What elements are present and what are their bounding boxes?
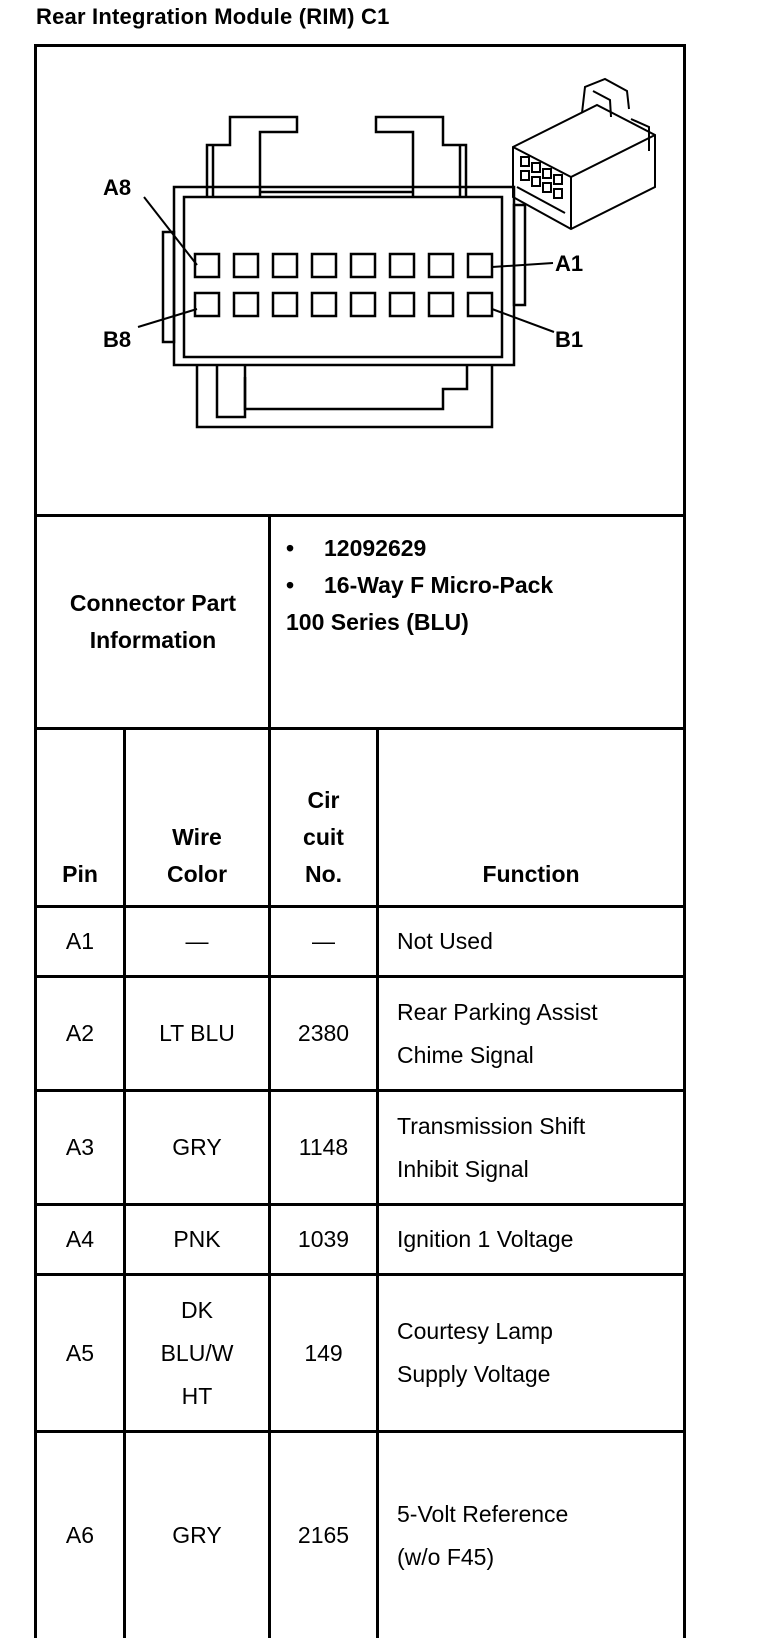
wire-color-cell <box>126 1433 268 1638</box>
wire-color-cell <box>126 1276 268 1430</box>
function-cell <box>379 1276 683 1430</box>
connector-info-details <box>286 530 676 641</box>
circuit-cell-text: 1148 <box>298 1134 349 1160</box>
header-circuit-no: Cir cuit No. <box>303 787 344 887</box>
wire-color-cell <box>126 1092 268 1203</box>
circuit-cell <box>271 978 376 1089</box>
circuit-cell-text: — <box>312 928 335 954</box>
wire-color-cell-text: GRY <box>172 1522 222 1548</box>
wire-color-cell-text: GRY <box>172 1134 222 1160</box>
function-cell-text: Chime Signal <box>397 1041 534 1068</box>
bullet-icon: • <box>286 572 295 598</box>
function-cell-text: Courtesy Lamp <box>397 1318 553 1344</box>
function-cell-text: Inhibit Signal <box>397 1155 529 1182</box>
label-b8: B8 <box>103 327 132 352</box>
function-cell <box>379 1206 683 1273</box>
wire-color-cell <box>126 908 268 975</box>
circuit-cell <box>271 1276 376 1430</box>
wire-color-cell-text: PNK <box>173 1226 221 1252</box>
connector-info-label-line: Connector Part <box>69 590 237 616</box>
circuit-cell <box>271 1092 376 1203</box>
circuit-cell-text: 1039 <box>297 1226 350 1252</box>
function-cell-text: 5-Volt Reference <box>397 1500 569 1527</box>
wire-color-cell-text: — <box>185 928 209 954</box>
function-cell <box>379 978 683 1089</box>
function-cell-text: Supply Voltage <box>397 1361 551 1387</box>
circuit-cell-text: 2165 <box>297 1522 350 1548</box>
page-title: Rear Integration Module (RIM) C1 <box>36 4 390 29</box>
function-cell-text: Rear Parking Assist <box>397 998 598 1025</box>
pin-cell <box>37 978 123 1089</box>
header-wire-color: Wire Color <box>166 824 228 887</box>
wire-color-cell-text: HT <box>181 1382 213 1409</box>
pin-cell-text: A2 <box>65 1020 95 1046</box>
circuit-cell <box>271 1206 376 1273</box>
label-a1: A1 <box>555 251 584 276</box>
connector-description: 16-Way F Micro-Pack <box>324 572 554 598</box>
pin-cell-text: A1 <box>65 928 95 954</box>
pin-cell-text: A4 <box>65 1226 95 1252</box>
wire-color-cell-text: DK <box>181 1296 213 1323</box>
connector-info-label-line: Information <box>89 627 217 653</box>
circuit-cell <box>271 1433 376 1638</box>
part-number: 12092629 <box>324 535 427 561</box>
circuit-cell-text: 2380 <box>297 1020 350 1046</box>
connector-series: 100 Series (BLU) <box>286 609 469 635</box>
pin-cell-text: A3 <box>65 1134 95 1160</box>
bullet-icon: • <box>286 535 295 561</box>
function-cell-text: Not Used <box>397 928 493 954</box>
function-cell-text: (w/o F45) <box>397 1543 495 1570</box>
pin-cell <box>37 908 123 975</box>
wire-color-cell <box>126 978 268 1089</box>
pin-cell-text: A5 <box>65 1339 95 1366</box>
circuit-cell-text: 149 <box>304 1339 343 1366</box>
header-function: Function <box>482 861 580 887</box>
pin-cell <box>37 1276 123 1430</box>
function-cell <box>379 908 683 975</box>
pin-cell <box>37 1433 123 1638</box>
wire-color-cell-text: LT BLU <box>159 1020 235 1046</box>
function-cell-text: Ignition 1 Voltage <box>397 1226 574 1252</box>
function-cell-text: Transmission Shift <box>397 1112 586 1139</box>
label-b1: B1 <box>555 327 584 352</box>
function-cell <box>379 1092 683 1203</box>
circuit-cell <box>271 908 376 975</box>
pin-cell <box>37 1092 123 1203</box>
label-a8: A8 <box>103 175 132 200</box>
wire-color-cell <box>126 1206 268 1273</box>
connector-info-label <box>37 517 269 727</box>
function-cell <box>379 1433 683 1638</box>
header-pin: Pin <box>62 861 98 887</box>
pin-cell <box>37 1206 123 1273</box>
pin-cell-text: A6 <box>65 1522 95 1548</box>
wire-color-cell-text: BLU/W <box>160 1339 234 1366</box>
connector-diagram <box>37 47 683 514</box>
connector-3d-icon <box>513 79 655 229</box>
